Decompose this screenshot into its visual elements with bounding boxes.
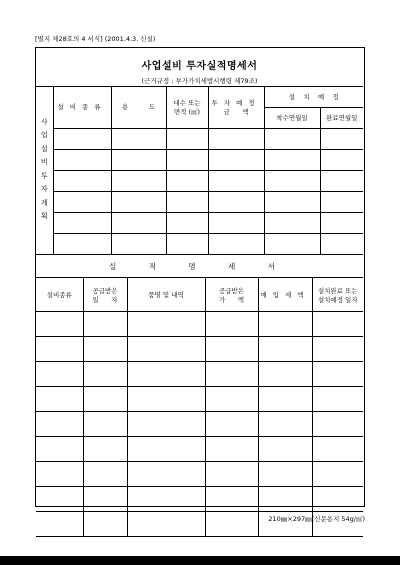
bottom-bar <box>0 556 400 565</box>
plan-row <box>36 128 363 149</box>
plan-row <box>36 191 363 212</box>
results-section-title: 실 적 명 세 서 <box>36 255 363 278</box>
results-row <box>36 337 363 362</box>
results-row <box>36 412 363 437</box>
plan-col-qty: 대수 또는 면적 (㎡) <box>166 86 208 128</box>
plan-col-type: 설비종류 <box>53 86 111 128</box>
form-title: 사업설비 투자실적명세서 <box>141 61 258 72</box>
plan-row <box>36 170 363 191</box>
form-frame <box>35 47 365 507</box>
results-row <box>36 362 363 387</box>
plan-row <box>36 212 363 233</box>
paper-size-note: 210㎜×297㎜(신문용지 54g/㎡) <box>268 515 365 523</box>
plan-col-use: 용 도 <box>111 86 166 128</box>
results-row <box>36 437 363 462</box>
plan-row <box>36 149 363 170</box>
results-row <box>36 487 363 512</box>
plan-row <box>36 233 363 254</box>
results-row <box>36 312 363 337</box>
results-col-done: 설치완료 또는 설치예정 일자 <box>312 278 363 312</box>
plan-side-label: 사 업 설 비 투 자 계 획 <box>36 86 53 254</box>
investment-plan-table <box>36 86 363 255</box>
results-col-item: 품명 및 내역 <box>127 278 205 312</box>
form-number-note: [별지 제28호의 4 서식] (2001.4.3. 신설) <box>35 35 156 43</box>
results-col-date: 공급받은 일 자 <box>83 278 127 312</box>
results-col-vat: 매입세액 <box>258 278 312 312</box>
plan-col-end: 완료연월일 <box>320 107 363 128</box>
plan-col-amount: 투자예정 금 액 <box>208 86 264 128</box>
title-area <box>36 48 363 87</box>
legal-basis: (근거규정 : 부가가치세법시행령 제79조) <box>141 77 258 85</box>
plan-col-schedule: 설 치 예 정 <box>264 86 363 107</box>
results-row <box>36 462 363 487</box>
results-table <box>36 254 363 537</box>
plan-col-start: 착수연월일 <box>264 107 320 128</box>
results-col-type: 설비종류 <box>36 278 83 312</box>
results-row <box>36 387 363 412</box>
results-col-price: 공급받은 가 액 <box>205 278 258 312</box>
